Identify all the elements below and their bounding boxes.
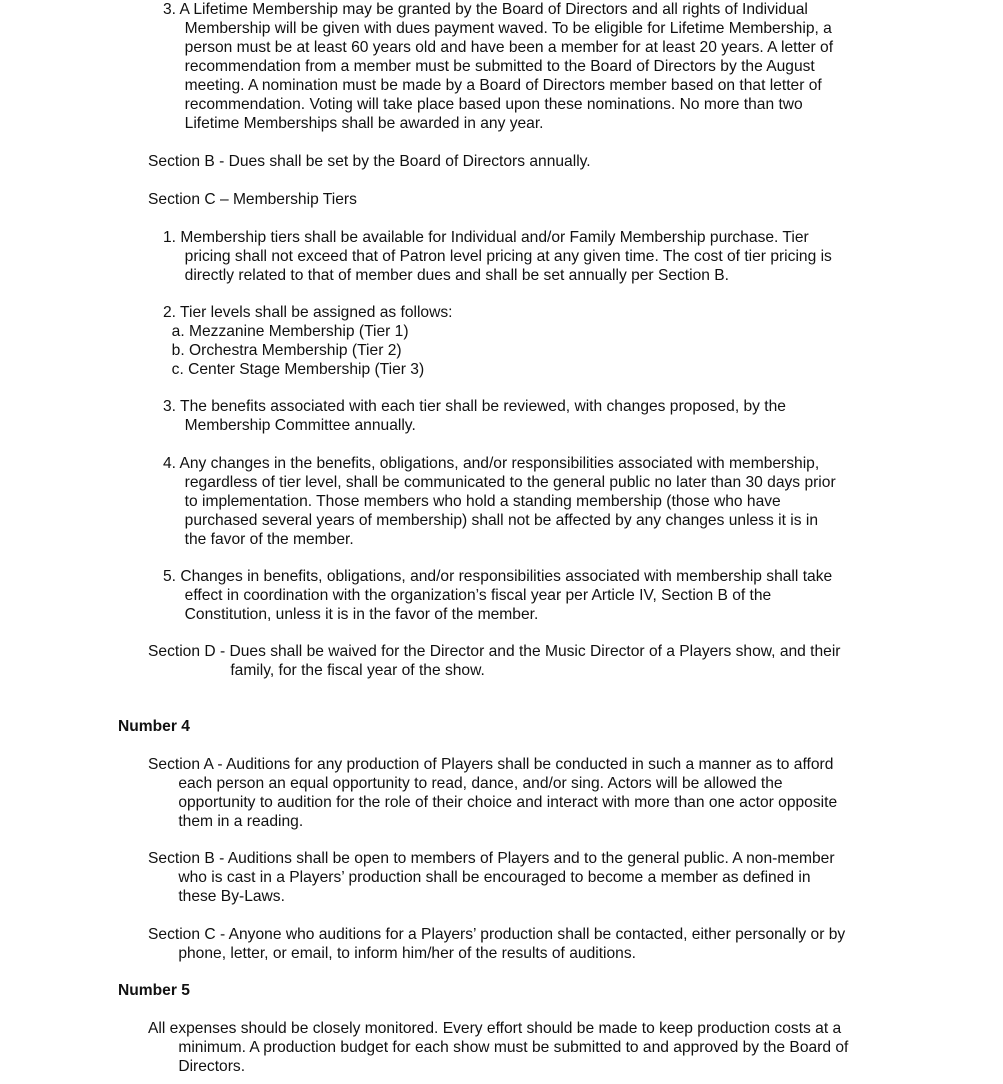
number-5-paragraph: All expenses should be closely monitored. Every effort should be made to keep production costs at a minimum. A production budget for each show must be submitted to and approved by the Board of Directors.	[148, 1020, 849, 1075]
tier-item-3: 3. The benefits associated with each tier shall be reviewed, with changes proposed, by the Membership Committee annually.	[163, 398, 786, 434]
section-c-title: Section C – Membership Tiers	[148, 191, 357, 208]
section-b-dues: Section B - Dues shall be set by the Board of Directors annually.	[148, 153, 591, 170]
lifetime-membership-item: 3. A Lifetime Membership may be granted by the Board of Directors and all rights of Individual Membership will be given with dues payment waved. To be eligible for Lifetime Membership, a person must be at least 60 years old and have been a member for at least 20 years. A letter of recommendation from a member must be submitted to the Board of Directors by the August meeting. A nomination must be made by a Board of Directors member based on that letter of recommendation. Voting will take place based upon these nominations. No more than two Lifetime Memberships shall be awarded in any year.	[163, 1, 834, 132]
tier-item-2: 2. Tier levels shall be assigned as follows: a. Mezzanine Membership (Tier 1) b. Orchestra Membership (Tier 2) c. Center Stage Membership (Tier 3)	[163, 304, 453, 378]
tier-item-1: 1. Membership tiers shall be available for Individual and/or Family Membership purchase. Tier pricing shall not exceed that of Patron level pricing at any given time. The cost of tier pricing is directly related to that of member dues and shall be set annually per Section B.	[163, 229, 832, 284]
number-4-heading: Number 4	[118, 718, 190, 735]
number-4-section-c: Section C - Anyone who auditions for a Players’ production shall be contacted, either personally or by phone, letter, or email, to inform him/her of the results of auditions.	[148, 926, 846, 962]
tier-item-4: 4. Any changes in the benefits, obligations, and/or responsibilities associated with membership, regardless of tier level, shall be communicated to the general public no later than 30 days prior to implementation. Those members who hold a standing membership (those who have purchased several years of membership) shall not be affected by any changes unless it is in the favor of the member.	[163, 455, 836, 548]
number-4-section-a: Section A - Auditions for any production of Players shall be conducted in such a manner as to afford each person an equal opportunity to read, dance, and/or sing. Actors will be allowed the opportunity to audition for the role of their choice and interact with more than one actor opposite them in a reading.	[148, 756, 838, 830]
tier-item-5: 5. Changes in benefits, obligations, and/or responsibilities associated with membership shall take effect in coordination with the organization’s fiscal year per Article IV, Section B of the Constitution, unless it is in the favor of the member.	[163, 568, 833, 623]
number-5-heading: Number 5	[118, 982, 190, 999]
section-d-dues-waiver: Section D - Dues shall be waived for the Director and the Music Director of a Players show, and their family, for the fiscal year of the show.	[148, 643, 841, 679]
number-4-section-b: Section B - Auditions shall be open to members of Players and to the general public. A non-member who is cast in a Players’ production shall be encouraged to become a member as defined in these By-Laws.	[148, 850, 835, 905]
